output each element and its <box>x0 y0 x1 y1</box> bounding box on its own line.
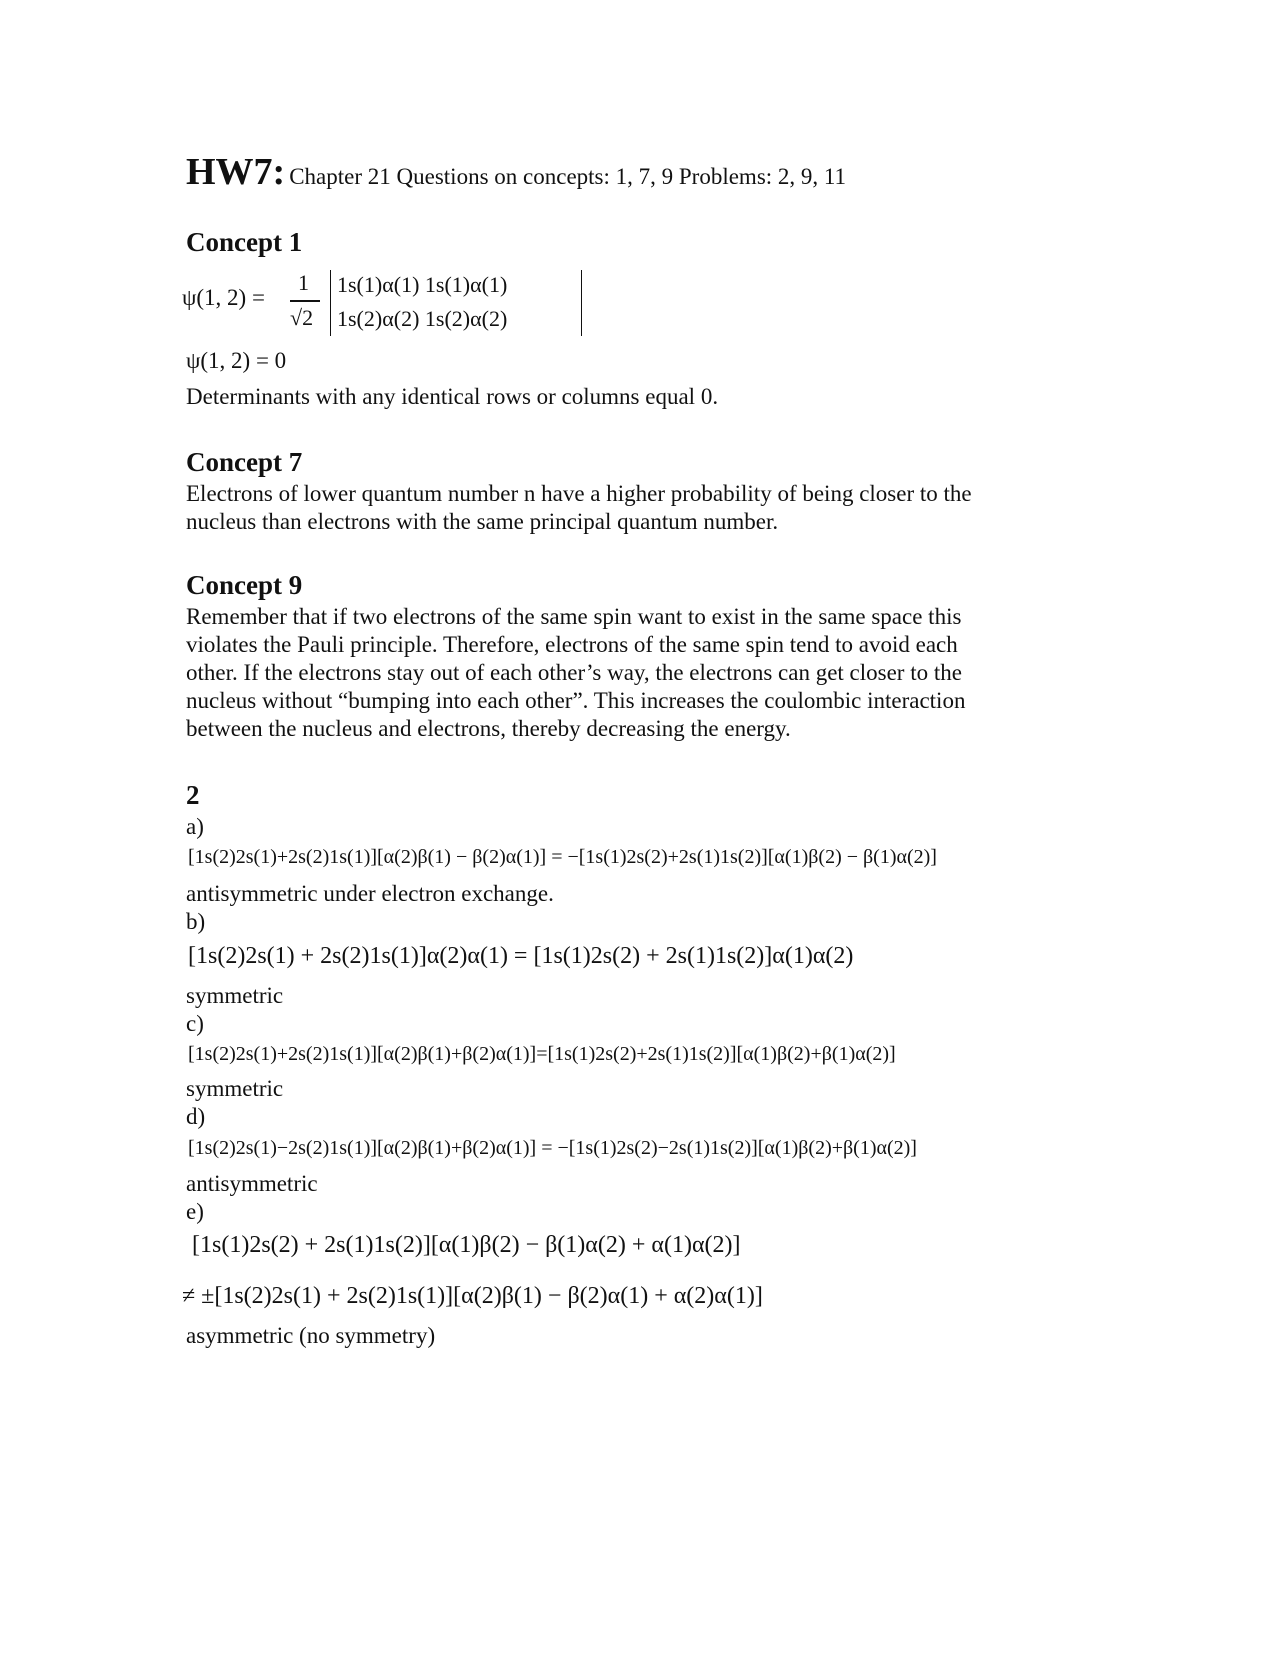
concept-9-line: between the nucleus and electrons, thereby decreasing the energy. <box>186 716 791 741</box>
fraction-denominator: √2 <box>290 305 314 330</box>
concept-9-line: Remember that if two electrons of the same spin want to exist in the same space this <box>186 604 962 629</box>
fraction-numerator: 1 <box>298 270 309 295</box>
part-e-result: asymmetric (no symmetry) <box>186 1323 436 1348</box>
concept-7-line: Electrons of lower quantum number n have a higher probability of being closer to the <box>186 481 972 506</box>
part-b-equation: [1s(2)2s(1) + 2s(2)1s(1)]α(2)α(1) = [1s(1)2s(2) + 2s(1)1s(2)]α(1)α(2) <box>188 943 854 969</box>
concept-9-line: violates the Pauli principle. Therefore, electrons of the same spin tend to avoid each <box>186 632 958 657</box>
part-c-result: symmetric <box>186 1076 284 1101</box>
part-c-equation: [1s(2)2s(1)+2s(2)1s(1)][α(2)β(1)+β(2)α(1)]=[1s(1)2s(2)+2s(1)1s(2)][α(1)β(2)+β(1)α(2)] <box>188 1043 896 1065</box>
slater-determinant <box>330 270 582 336</box>
concept-9-heading: Concept 9 <box>186 570 303 600</box>
part-a-label: a) <box>186 814 204 839</box>
concept-1-text: Determinants with any identical rows or columns equal 0. <box>186 384 719 409</box>
part-b-result: symmetric <box>186 983 284 1008</box>
concept-7-heading: Concept 7 <box>186 447 303 477</box>
part-d-label: d) <box>186 1104 206 1129</box>
part-e-label: e) <box>186 1199 204 1224</box>
psi-lhs: ψ(1, 2) = <box>182 285 265 310</box>
part-d-equation: [1s(2)2s(1)−2s(2)1s(1)][α(2)β(1)+β(2)α(1)] = −[1s(1)2s(2)−2s(1)1s(2)][α(1)β(2)+β(1)α(2)] <box>188 1137 917 1159</box>
concept-9-line: other. If the electrons stay out of each other’s way, the electrons can get closer to the <box>186 660 962 685</box>
part-b-label: b) <box>186 909 206 934</box>
part-a-equation: [1s(2)2s(1)+2s(2)1s(1)][α(2)β(1) − β(2)α(1)] = −[1s(1)2s(2)+2s(1)1s(2)][α(1)β(2) − β(1)α(2)] <box>188 846 937 868</box>
concept-1-heading: Concept 1 <box>186 227 303 257</box>
determinant-row-1: 1s(1)α(1) 1s(1)α(1) <box>337 272 508 297</box>
title-subtitle: Chapter 21 Questions on concepts: 1, 7, 9 Problems: 2, 9, 11 <box>289 164 847 189</box>
concept-9-line: nucleus without “bumping into each other”. This increases the coulombic interaction <box>186 688 966 713</box>
part-e-equation-1: [1s(1)2s(2) + 2s(1)1s(2)][α(1)β(2) − β(1)α(2) + α(1)α(2)] <box>192 1232 741 1258</box>
part-c-label: c) <box>186 1011 204 1036</box>
psi-equals-zero: ψ(1, 2) = 0 <box>186 348 287 373</box>
fraction-bar <box>290 300 320 302</box>
part-d-result: antisymmetric <box>186 1171 318 1196</box>
title-main: HW7: <box>186 151 286 193</box>
document-title <box>186 150 846 194</box>
problem-2-heading: 2 <box>186 780 200 810</box>
part-a-result: antisymmetric under electron exchange. <box>186 881 554 906</box>
part-e-equation-2: ≠ ±[1s(2)2s(1) + 2s(2)1s(1)][α(2)β(1) − β(2)α(1) + α(2)α(1)] <box>182 1283 763 1309</box>
concept-7-line: nucleus than electrons with the same principal quantum number. <box>186 509 779 534</box>
determinant-row-2: 1s(2)α(2) 1s(2)α(2) <box>337 306 508 331</box>
